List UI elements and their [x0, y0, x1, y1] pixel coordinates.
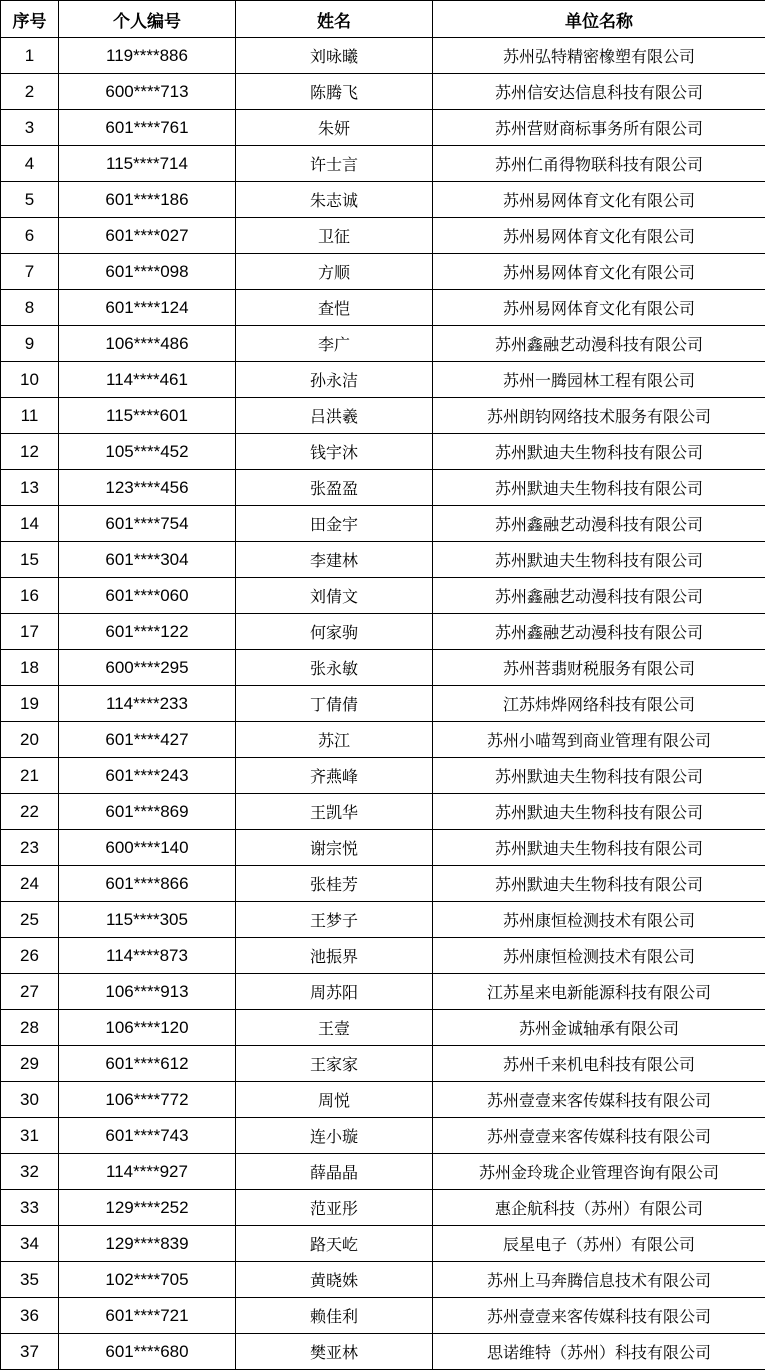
table-row — [1, 614, 765, 650]
table-row — [1, 974, 765, 1010]
row-personal-id: 601****427 — [59, 722, 236, 758]
row-org: 苏州鑫融艺动漫科技有限公司 — [433, 614, 765, 650]
row-name: 黄晓姝 — [236, 1262, 433, 1298]
row-name: 谢宗悦 — [236, 830, 433, 866]
row-name: 吕洪羲 — [236, 398, 433, 434]
row-org: 苏州鑫融艺动漫科技有限公司 — [433, 506, 765, 542]
row-seq: 37 — [1, 1334, 59, 1370]
table-row — [1, 470, 765, 506]
row-name: 王凯华 — [236, 794, 433, 830]
row-personal-id: 106****772 — [59, 1082, 236, 1118]
table-row — [1, 1298, 765, 1334]
row-seq: 33 — [1, 1190, 59, 1226]
row-org: 苏州易网体育文化有限公司 — [433, 254, 765, 290]
row-personal-id: 601****721 — [59, 1298, 236, 1334]
row-org: 苏州营财商标事务所有限公司 — [433, 110, 765, 146]
header-row — [1, 1, 765, 38]
row-personal-id: 114****927 — [59, 1154, 236, 1190]
table-row — [1, 866, 765, 902]
row-name: 张桂芳 — [236, 866, 433, 902]
row-org: 苏州默迪夫生物科技有限公司 — [433, 758, 765, 794]
row-personal-id: 601****027 — [59, 218, 236, 254]
row-org: 苏州金诚轴承有限公司 — [433, 1010, 765, 1046]
row-personal-id: 601****098 — [59, 254, 236, 290]
table-row — [1, 182, 765, 218]
row-personal-id: 600****295 — [59, 650, 236, 686]
row-personal-id: 115****601 — [59, 398, 236, 434]
row-personal-id: 129****839 — [59, 1226, 236, 1262]
row-seq: 26 — [1, 938, 59, 974]
row-seq: 17 — [1, 614, 59, 650]
table-row — [1, 1262, 765, 1298]
row-seq: 29 — [1, 1046, 59, 1082]
table-row — [1, 1154, 765, 1190]
table-row — [1, 290, 765, 326]
row-org: 苏州仁甬得物联科技有限公司 — [433, 146, 765, 182]
row-name: 刘倩文 — [236, 578, 433, 614]
row-name: 王壹 — [236, 1010, 433, 1046]
row-personal-id: 119****886 — [59, 38, 236, 74]
row-seq: 31 — [1, 1118, 59, 1154]
row-name: 池振界 — [236, 938, 433, 974]
row-org: 苏州默迪夫生物科技有限公司 — [433, 830, 765, 866]
header-seq: 序号 — [1, 1, 59, 38]
table-row — [1, 758, 765, 794]
row-name: 张盈盈 — [236, 470, 433, 506]
row-name: 路天屹 — [236, 1226, 433, 1262]
row-seq: 3 — [1, 110, 59, 146]
row-org: 苏州壹壹来客传媒科技有限公司 — [433, 1082, 765, 1118]
row-org: 苏州默迪夫生物科技有限公司 — [433, 866, 765, 902]
row-org: 苏州易网体育文化有限公司 — [433, 182, 765, 218]
row-name: 李广 — [236, 326, 433, 362]
table-row — [1, 722, 765, 758]
row-seq: 20 — [1, 722, 59, 758]
row-personal-id: 600****140 — [59, 830, 236, 866]
row-seq: 21 — [1, 758, 59, 794]
row-name: 薛晶晶 — [236, 1154, 433, 1190]
row-personal-id: 601****866 — [59, 866, 236, 902]
row-seq: 32 — [1, 1154, 59, 1190]
table-row — [1, 794, 765, 830]
row-name: 赖佳利 — [236, 1298, 433, 1334]
row-personal-id: 601****060 — [59, 578, 236, 614]
row-seq: 23 — [1, 830, 59, 866]
row-seq: 1 — [1, 38, 59, 74]
row-personal-id: 115****714 — [59, 146, 236, 182]
row-personal-id: 102****705 — [59, 1262, 236, 1298]
row-org: 惠企航科技（苏州）有限公司 — [433, 1190, 765, 1226]
row-personal-id: 123****456 — [59, 470, 236, 506]
table-row — [1, 1082, 765, 1118]
row-personal-id: 601****680 — [59, 1334, 236, 1370]
row-seq: 5 — [1, 182, 59, 218]
row-name: 范亚彤 — [236, 1190, 433, 1226]
row-org: 苏州康恒检测技术有限公司 — [433, 902, 765, 938]
row-personal-id: 601****124 — [59, 290, 236, 326]
row-org: 江苏星来电新能源科技有限公司 — [433, 974, 765, 1010]
row-seq: 22 — [1, 794, 59, 830]
header-org: 单位名称 — [433, 1, 765, 38]
table-row — [1, 902, 765, 938]
table-row — [1, 326, 765, 362]
row-org: 苏州千来机电科技有限公司 — [433, 1046, 765, 1082]
row-name: 苏江 — [236, 722, 433, 758]
table-row — [1, 1118, 765, 1154]
row-seq: 12 — [1, 434, 59, 470]
header-name: 姓名 — [236, 1, 433, 38]
table-row — [1, 938, 765, 974]
row-org: 苏州默迪夫生物科技有限公司 — [433, 470, 765, 506]
row-name: 陈腾飞 — [236, 74, 433, 110]
row-name: 李建林 — [236, 542, 433, 578]
row-name: 孙永洁 — [236, 362, 433, 398]
row-personal-id: 105****452 — [59, 434, 236, 470]
row-org: 苏州壹壹来客传媒科技有限公司 — [433, 1118, 765, 1154]
row-org: 苏州默迪夫生物科技有限公司 — [433, 542, 765, 578]
row-org: 苏州弘特精密橡塑有限公司 — [433, 38, 765, 74]
table-row — [1, 650, 765, 686]
row-name: 连小璇 — [236, 1118, 433, 1154]
row-org: 苏州鑫融艺动漫科技有限公司 — [433, 326, 765, 362]
row-personal-id: 106****486 — [59, 326, 236, 362]
header-personal-id: 个人编号 — [59, 1, 236, 38]
row-org: 苏州上马奔腾信息技术有限公司 — [433, 1262, 765, 1298]
table-row — [1, 1046, 765, 1082]
row-personal-id: 114****461 — [59, 362, 236, 398]
row-personal-id: 601****754 — [59, 506, 236, 542]
row-name: 齐燕峰 — [236, 758, 433, 794]
row-seq: 18 — [1, 650, 59, 686]
table-row — [1, 1190, 765, 1226]
row-seq: 35 — [1, 1262, 59, 1298]
row-seq: 14 — [1, 506, 59, 542]
row-personal-id: 601****869 — [59, 794, 236, 830]
row-personal-id: 601****186 — [59, 182, 236, 218]
row-seq: 27 — [1, 974, 59, 1010]
table-row — [1, 218, 765, 254]
row-personal-id: 114****233 — [59, 686, 236, 722]
table-row — [1, 398, 765, 434]
row-org: 苏州易网体育文化有限公司 — [433, 290, 765, 326]
row-name: 方顺 — [236, 254, 433, 290]
row-personal-id: 600****713 — [59, 74, 236, 110]
row-org: 苏州默迪夫生物科技有限公司 — [433, 794, 765, 830]
row-org: 苏州易网体育文化有限公司 — [433, 218, 765, 254]
table-row — [1, 578, 765, 614]
row-org: 苏州小喵驾到商业管理有限公司 — [433, 722, 765, 758]
row-seq: 28 — [1, 1010, 59, 1046]
row-name: 何家驹 — [236, 614, 433, 650]
row-personal-id: 601****612 — [59, 1046, 236, 1082]
table-row — [1, 74, 765, 110]
row-seq: 30 — [1, 1082, 59, 1118]
row-personal-id: 601****304 — [59, 542, 236, 578]
row-name: 丁倩倩 — [236, 686, 433, 722]
row-name: 刘咏曦 — [236, 38, 433, 74]
row-org: 苏州一腾园林工程有限公司 — [433, 362, 765, 398]
row-personal-id: 114****873 — [59, 938, 236, 974]
row-seq: 25 — [1, 902, 59, 938]
row-seq: 9 — [1, 326, 59, 362]
row-org: 苏州壹壹来客传媒科技有限公司 — [433, 1298, 765, 1334]
row-seq: 10 — [1, 362, 59, 398]
row-seq: 4 — [1, 146, 59, 182]
row-seq: 6 — [1, 218, 59, 254]
table-row — [1, 542, 765, 578]
table-row — [1, 146, 765, 182]
row-name: 周苏阳 — [236, 974, 433, 1010]
row-name: 许士言 — [236, 146, 433, 182]
row-personal-id: 601****761 — [59, 110, 236, 146]
row-name: 钱宇沐 — [236, 434, 433, 470]
table-row — [1, 1226, 765, 1262]
row-name: 朱志诚 — [236, 182, 433, 218]
row-personal-id: 106****913 — [59, 974, 236, 1010]
table-row — [1, 434, 765, 470]
row-name: 周悦 — [236, 1082, 433, 1118]
row-seq: 15 — [1, 542, 59, 578]
row-name: 田金宇 — [236, 506, 433, 542]
table-row — [1, 38, 765, 74]
row-seq: 16 — [1, 578, 59, 614]
row-org: 思诺维特（苏州）科技有限公司 — [433, 1334, 765, 1370]
row-org: 辰星电子（苏州）有限公司 — [433, 1226, 765, 1262]
row-seq: 24 — [1, 866, 59, 902]
table-row — [1, 254, 765, 290]
table-row — [1, 686, 765, 722]
row-name: 王梦子 — [236, 902, 433, 938]
table-row — [1, 1010, 765, 1046]
row-name: 张永敏 — [236, 650, 433, 686]
row-personal-id: 129****252 — [59, 1190, 236, 1226]
row-personal-id: 601****243 — [59, 758, 236, 794]
row-personal-id: 115****305 — [59, 902, 236, 938]
row-org: 江苏炜烨网络科技有限公司 — [433, 686, 765, 722]
row-seq: 34 — [1, 1226, 59, 1262]
row-seq: 11 — [1, 398, 59, 434]
row-org: 苏州信安达信息科技有限公司 — [433, 74, 765, 110]
row-personal-id: 106****120 — [59, 1010, 236, 1046]
row-seq: 2 — [1, 74, 59, 110]
row-name: 王家家 — [236, 1046, 433, 1082]
row-personal-id: 601****743 — [59, 1118, 236, 1154]
row-name: 樊亚林 — [236, 1334, 433, 1370]
row-seq: 36 — [1, 1298, 59, 1334]
row-seq: 7 — [1, 254, 59, 290]
table-row — [1, 362, 765, 398]
row-org: 苏州金玲珑企业管理咨询有限公司 — [433, 1154, 765, 1190]
row-org: 苏州康恒检测技术有限公司 — [433, 938, 765, 974]
row-personal-id: 601****122 — [59, 614, 236, 650]
row-seq: 13 — [1, 470, 59, 506]
row-name: 查恺 — [236, 290, 433, 326]
table-row — [1, 1334, 765, 1370]
row-org: 苏州菩翡财税服务有限公司 — [433, 650, 765, 686]
row-name: 卫征 — [236, 218, 433, 254]
table-body — [1, 38, 765, 1370]
row-name: 朱妍 — [236, 110, 433, 146]
row-org: 苏州朗钧网络技术服务有限公司 — [433, 398, 765, 434]
row-seq: 8 — [1, 290, 59, 326]
row-org: 苏州默迪夫生物科技有限公司 — [433, 434, 765, 470]
table-row — [1, 506, 765, 542]
table-row — [1, 110, 765, 146]
table-row — [1, 830, 765, 866]
row-seq: 19 — [1, 686, 59, 722]
row-org: 苏州鑫融艺动漫科技有限公司 — [433, 578, 765, 614]
